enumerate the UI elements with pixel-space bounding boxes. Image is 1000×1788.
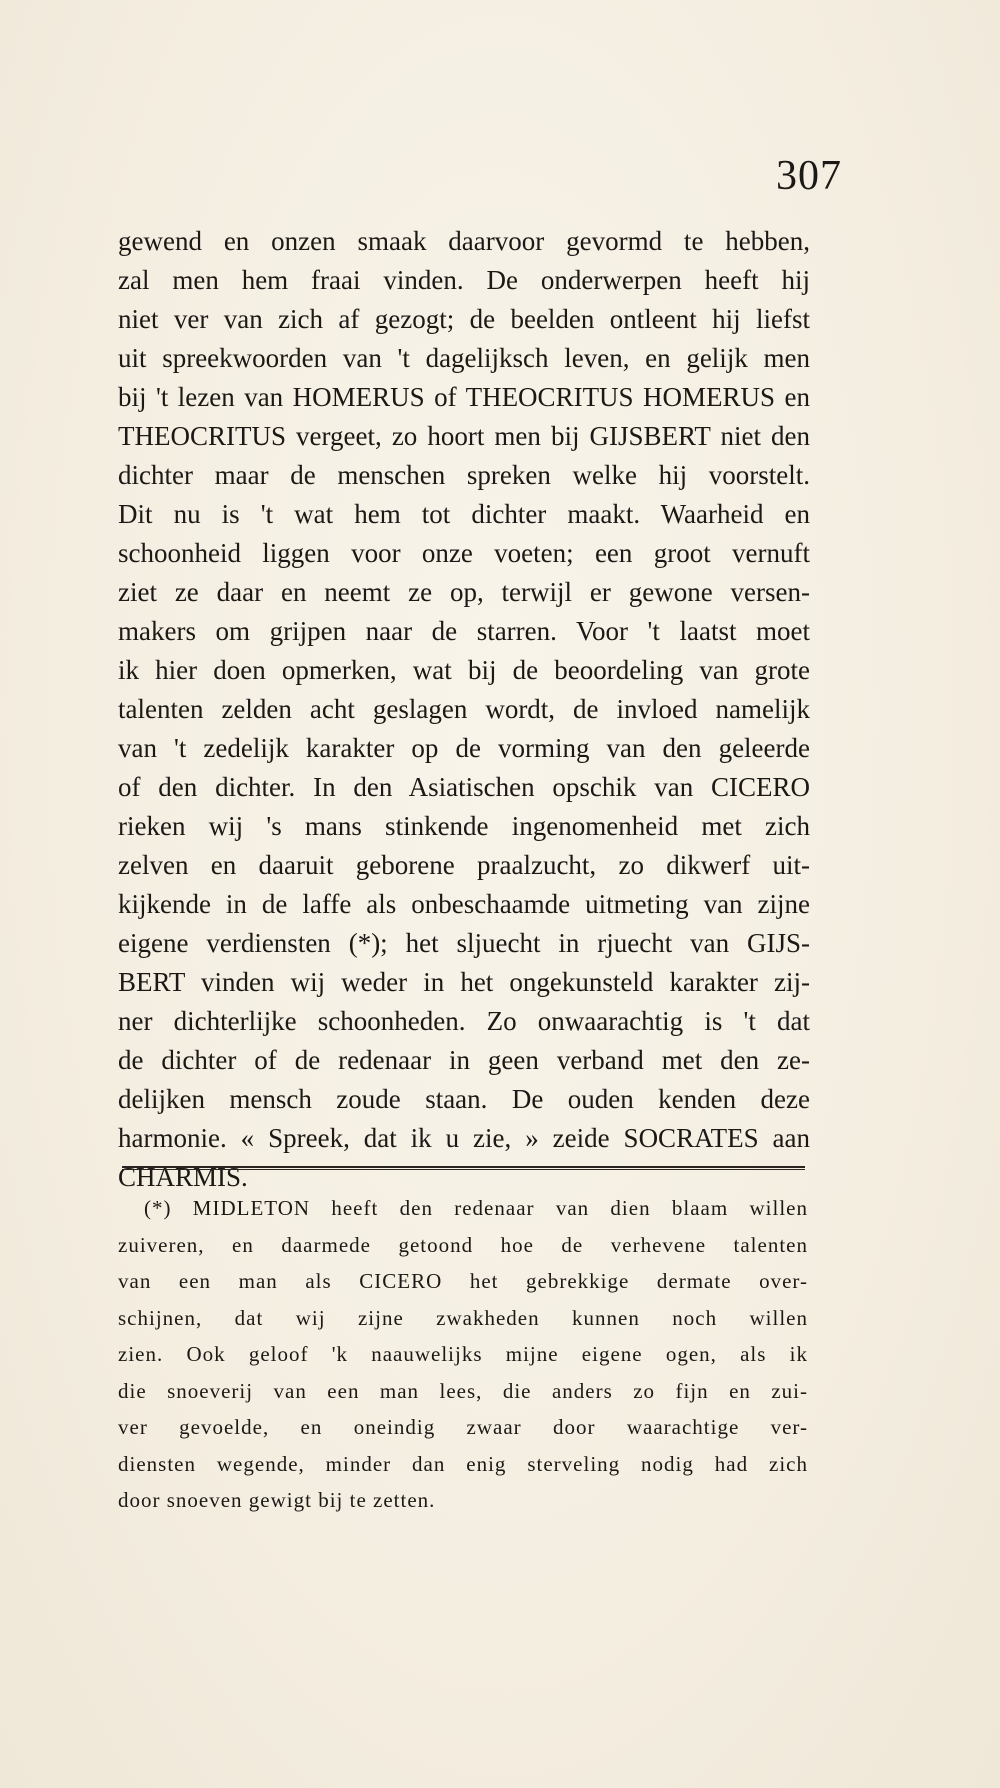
body-line: Dit nu is 't wat hem tot dichter maakt. Waarheid en [118,499,810,529]
footnote-line: (*) MIDLETON heeft den redenaar van dien blaam willen [144,1196,808,1220]
body-line: kijkende in de laffe als onbeschaamde uitmeting van zijne [118,889,810,919]
body-line: zal men hem fraai vinden. De onderwerpen heeft hij [118,265,810,295]
footnote-line: diensten wegende, minder dan enig sterveling nodig had zich [118,1451,808,1476]
footnote-divider [122,1166,805,1170]
body-line: BERT vinden wij weder in het ongekunsteld karakter zij- [118,967,810,997]
footnote-line: zuiveren, en daarmede getoond hoe de verhevene talenten [118,1232,808,1257]
body-line: eigene verdiensten (*); het sljuecht in rjuecht van GIJS- [118,928,810,958]
body-line: dichter maar de menschen spreken welke hij voorstelt. [118,460,810,490]
footnote-line: schijnen, dat wij zijne zwakheden kunnen noch willen [118,1305,808,1330]
main-text-block [118,222,810,1197]
body-line: ner dichterlijke schoonheden. Zo onwaarachtig is 't dat [118,1006,810,1036]
body-line: de dichter of de redenaar in geen verband met den ze- [118,1045,810,1075]
body-line: niet ver van zich af gezogt; de beelden ontleent hij liefst [118,304,810,334]
footnote-line: door snoeven gewigt bij te zetten. [118,1488,436,1512]
body-line: harmonie. « Spreek, dat ik u zie, » zeide SOCRATES aan [118,1123,810,1153]
body-line: makers om grijpen naar de starren. Voor 't laatst moet [118,616,810,646]
footnote-line: ver gevoelde, en oneindig zwaar door waarachtige ver- [118,1415,808,1439]
body-line: ik hier doen opmerken, wat bij de beoordeling van grote [118,655,810,685]
body-line: CHARMIS. [118,1162,248,1192]
body-line: ziet ze daar en neemt ze op, terwijl er gewone versen- [118,577,810,607]
body-line: THEOCRITUS vergeet, zo hoort men bij GIJSBERT niet den [118,421,810,451]
body-line: delijken mensch zoude staan. De ouden kenden deze [118,1084,810,1114]
body-line: rieken wij 's mans stinkende ingenomenheid met zich [118,811,810,841]
body-line: talenten zelden acht geslagen wordt, de invloed namelijk [118,694,810,724]
body-line: schoonheid liggen voor onze voeten; een groot vernuft [118,538,810,568]
body-line: gewend en onzen smaak daarvoor gevormd te hebben, [118,226,810,256]
footnote-line: van een man als CICERO het gebrekkige dermate over- [118,1269,808,1293]
body-line: of den dichter. In den Asiatischen opschik van CICERO [118,772,810,802]
body-line: uit spreekwoorden van 't dagelijksch leven, en gelijk men [118,343,810,373]
body-line: van 't zedelijk karakter op de vorming van den geleerde [118,733,810,763]
footnote-line: zien. Ook geloof 'k naauwelijks mijne eigene ogen, als ik [118,1342,808,1366]
footnote-line: die snoeverij van een man lees, die anders zo fijn en zui- [118,1378,808,1403]
body-line: zelven en daaruit geborene praalzucht, zo dikwerf uit- [118,850,810,880]
footnote-block [118,1190,808,1519]
body-line: bij 't lezen van HOMERUS of THEOCRITUS HOMERUS en [118,382,810,412]
page-number: 307 [776,153,842,199]
